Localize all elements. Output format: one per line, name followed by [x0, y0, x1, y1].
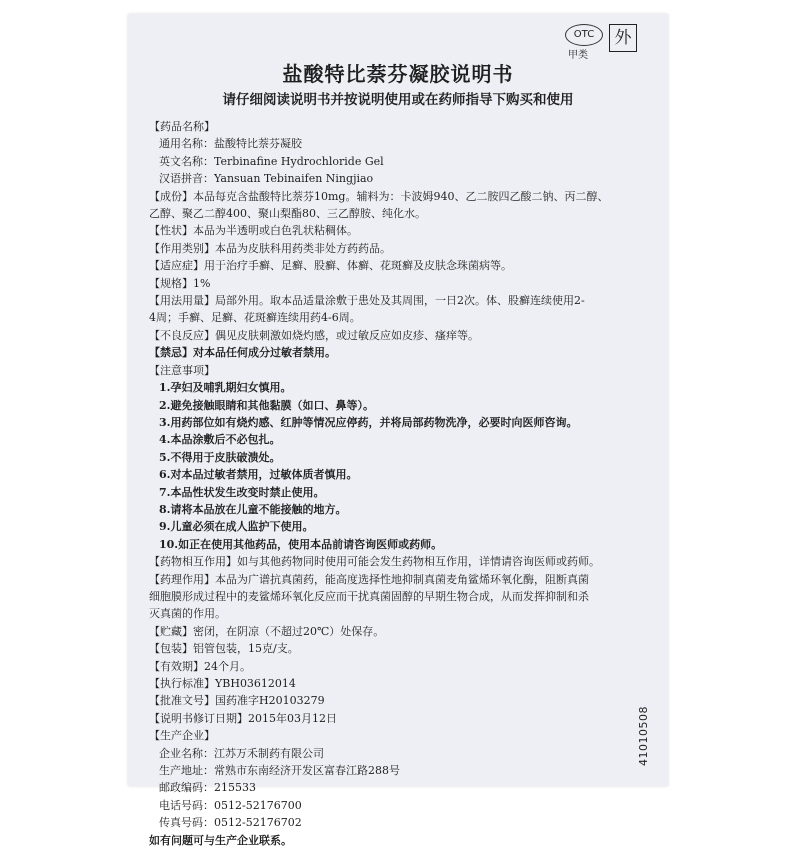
- properties-section: 【性状】本品为半透明或白色乳状粘稠体。: [149, 224, 358, 238]
- storage-section: 【贮藏】密闭，在阴凉（不超过20℃）处保存。: [149, 624, 385, 638]
- english-name: 英文名称：Terbinafine Hydrochloride Gel: [159, 154, 384, 168]
- precaution-item: 8.请将本品放在儿童不能接触的地方。: [159, 502, 347, 516]
- manufacturer-fax: 传真号码：0512-52176702: [159, 816, 302, 830]
- precaution-item: 9.儿童必须在成人监护下使用。: [159, 520, 314, 534]
- revision-date-section: 【说明书修订日期】2015年03月12日: [149, 711, 337, 725]
- specification-section: 【规格】1%: [149, 276, 211, 290]
- precaution-item: 10.如正在使用其他药品，使用本品前请咨询医师或药师。: [159, 537, 443, 551]
- indications-section: 【适应症】用于治疗手癣、足癣、股癣、体癣、花斑癣及皮肤念珠菌病等。: [149, 259, 512, 273]
- precaution-item: 2.避免接触眼睛和其他黏膜（如口、鼻等）。: [159, 398, 374, 412]
- otc-category: 甲类: [568, 50, 588, 61]
- manufacturer-phone: 电话号码：0512-52176700: [159, 798, 302, 812]
- pinyin-name: 汉语拼音：Yansuan Tebinaifen Ningjiao: [159, 172, 374, 186]
- page-title: 盐酸特比萘芬凝胶说明书: [282, 62, 514, 86]
- common-name: 通用名称：盐酸特比萘芬凝胶: [159, 137, 302, 151]
- dosage-section: 【用法用量】局部外用。取本品适量涂敷于患处及其周围，一日2次。体、股癣连续使用2-: [149, 294, 585, 308]
- drug-name-heading: 【药品名称】: [149, 120, 215, 133]
- pharmacology-continued: 细胞膜形成过程中的麦鲨烯环氧化反应而干扰真菌固醇的早期生物合成，从而发挥抑制和杀: [149, 589, 589, 603]
- manufacturer-postcode: 邮政编码：215533: [159, 781, 256, 795]
- adverse-reactions-section: 【不良反应】偶见皮肤刺激如烧灼感，或过敏反应如皮疹、瘙痒等。: [149, 328, 479, 342]
- interactions-section: 【药物相互作用】如与其他药物同时使用可能会发生药物相互作用，详情请咨询医师或药师。: [149, 555, 600, 569]
- contact-note: 如有问题可与生产企业联系。: [149, 833, 292, 847]
- ingredients-section: 【成份】本品每克含盐酸特比萘芬10mg。辅料为：卡波姆940、乙二胺四乙酸二钠、丙二醇、: [149, 189, 609, 203]
- ingredients-continued: 乙醇、聚乙二醇400、聚山梨酯80、三乙醇胺、纯化水。: [149, 207, 426, 221]
- leaflet-sheet: [128, 14, 668, 847]
- precaution-item: 7.本品性状发生改变时禁止使用。: [159, 485, 325, 499]
- pharmacology-section: 【药理作用】本品为广谱抗真菌药，能高度选择性地抑制真菌麦角鲨烯环氧化酶，阻断真菌: [149, 572, 589, 586]
- precaution-item: 1.孕妇及哺乳期妇女慎用。: [159, 381, 292, 395]
- precaution-item: 3.用药部位如有烧灼感、红肿等情况应停药，并将局部药物洗净，必要时向医师咨询。: [159, 415, 578, 429]
- precaution-item: 4.本品涂敷后不必包扎。: [159, 433, 281, 447]
- manufacturer-address: 生产地址：常熟市东南经济开发区富春江路288号: [159, 764, 400, 778]
- precautions-heading: 【注意事项】: [149, 363, 215, 377]
- external-use-mark: 外: [609, 24, 637, 52]
- precaution-item: 6.对本品过敏者禁用，过敏体质者慎用。: [159, 468, 358, 482]
- manufacturer-heading: 【生产企业】: [149, 729, 215, 743]
- document-number: 41010508: [637, 706, 650, 766]
- manufacturer-name: 企业名称：江苏万禾制药有限公司: [159, 746, 324, 760]
- contraindications-section: 【禁忌】对本品任何成分过敏者禁用。: [149, 346, 336, 360]
- precaution-item: 5.不得用于皮肤破溃处。: [159, 450, 281, 464]
- dosage-continued: 4周；手癣、足癣、花斑癣连续用药4-6周。: [149, 311, 361, 325]
- approval-section: 【批准文号】国药准字H20103279: [149, 694, 325, 708]
- otc-badge: OTC: [565, 24, 603, 46]
- standard-section: 【执行标准】YBH03612014: [149, 677, 296, 690]
- action-category-section: 【作用类别】本品为皮肤科用药类非处方药药品。: [149, 241, 391, 255]
- pharmacology-continued: 灭真菌的作用。: [149, 607, 226, 621]
- validity-section: 【有效期】24个月。: [149, 659, 251, 673]
- package-section: 【包装】铝管包装，15克/支。: [149, 642, 299, 656]
- leaflet-body: [149, 118, 661, 849]
- page-subtitle: 请仔细阅读说明书并按说明使用或在药师指导下购买和使用: [222, 92, 574, 108]
